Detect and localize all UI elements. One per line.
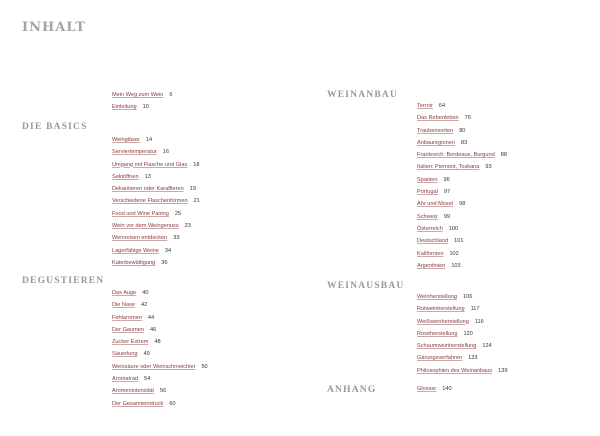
toc-entry[interactable] bbox=[112, 348, 208, 360]
toc-entry[interactable] bbox=[417, 328, 508, 340]
toc-entry-title: Roséherstellung bbox=[417, 330, 458, 337]
toc-entry-title: Traubensorten bbox=[417, 127, 454, 134]
toc-entry-title: Italien: Piemont, Toskana bbox=[417, 164, 480, 171]
toc-entry[interactable] bbox=[112, 245, 200, 257]
toc-entry[interactable] bbox=[417, 174, 507, 186]
toc-entry-title: Aromenintensität bbox=[112, 388, 154, 395]
toc-entry-title: Philosophien des Weinanbaus bbox=[417, 367, 493, 374]
toc-entry-page: 97 bbox=[443, 189, 451, 196]
page-title: INHALT bbox=[22, 20, 87, 35]
toc-entry[interactable] bbox=[417, 248, 507, 260]
toc-entry[interactable] bbox=[112, 324, 208, 336]
section-heading-weinanbau: WEINANBAU bbox=[327, 90, 398, 100]
toc-entry-title: Kalifornien bbox=[417, 250, 444, 257]
toc-entry-title: Deutschland bbox=[417, 238, 449, 245]
toc-entry-page: 48 bbox=[154, 339, 161, 346]
section-heading-weinausbau: WEINAUSBAU bbox=[327, 281, 405, 291]
toc-entry-page: 133 bbox=[468, 355, 478, 362]
toc-entry-page: 13 bbox=[144, 173, 151, 180]
toc-entry[interactable] bbox=[417, 198, 507, 210]
toc-entry[interactable] bbox=[112, 299, 208, 311]
toc-entry-page: 102 bbox=[449, 250, 459, 257]
toc-entry-title: Argentinien bbox=[417, 262, 446, 269]
toc-entry-title: Lagerfähige Weine bbox=[112, 247, 159, 254]
toc-entry[interactable] bbox=[417, 303, 508, 315]
toc-entry-page: 14 bbox=[145, 137, 153, 143]
toc-entry-title: Die Nase bbox=[112, 302, 136, 309]
toc-entry[interactable] bbox=[112, 159, 200, 171]
toc-entry-title: Mein Weg zum Wein bbox=[112, 92, 164, 98]
toc-list-weinanbau bbox=[417, 100, 507, 272]
toc-entry-title: Weinsäure oder Weinschmeichler bbox=[112, 363, 196, 370]
toc-entry-page: 106 bbox=[463, 294, 473, 300]
toc-entry-page: 50 bbox=[201, 363, 208, 370]
toc-entry-title: Gärungsverfahren bbox=[417, 355, 463, 362]
toc-entry[interactable] bbox=[417, 383, 452, 395]
toc-entry-page: 23 bbox=[184, 223, 191, 230]
toc-entry-page: 103 bbox=[451, 262, 461, 269]
toc-entry[interactable] bbox=[417, 100, 507, 112]
toc-entry-title: Schaumweinherstellung bbox=[417, 343, 477, 350]
toc-entry-page: 96 bbox=[443, 176, 450, 183]
toc-entry-title: Sektöffnen bbox=[112, 173, 139, 180]
toc-list-basics bbox=[112, 134, 200, 269]
toc-entry[interactable] bbox=[417, 137, 507, 149]
toc-entry-title: Österreich bbox=[417, 225, 443, 232]
toc-entry-title: Serviertemperatur bbox=[112, 149, 157, 156]
toc-entry-title: Dekantieren oder Karaffieren bbox=[112, 186, 184, 193]
toc-entry-page: 101 bbox=[454, 238, 464, 245]
toc-entry[interactable] bbox=[417, 365, 508, 377]
toc-entry-page: 56 bbox=[159, 388, 167, 395]
toc-entry[interactable] bbox=[417, 223, 507, 235]
toc-entry[interactable] bbox=[112, 134, 200, 146]
toc-entry[interactable] bbox=[112, 101, 173, 113]
toc-entry-title: Wein vor dem Weingenuss bbox=[112, 223, 179, 230]
toc-entry[interactable] bbox=[112, 208, 200, 220]
toc-entry-page: 10 bbox=[142, 104, 149, 111]
toc-entry-title: Weinherstellung bbox=[417, 294, 458, 300]
toc-entry-page: 120 bbox=[463, 330, 473, 337]
toc-list-intro bbox=[112, 89, 173, 114]
toc-entry-title: Katerbewältigung bbox=[112, 259, 156, 266]
toc-entry-page: 83 bbox=[460, 139, 468, 146]
toc-entry[interactable] bbox=[112, 287, 208, 299]
toc-entry-title: Anbauregionen bbox=[417, 139, 455, 146]
toc-entry[interactable] bbox=[417, 149, 507, 161]
toc-entry[interactable] bbox=[112, 183, 200, 195]
toc-entry-page: 34 bbox=[164, 247, 172, 254]
toc-entry-title: Das Auge bbox=[112, 290, 137, 296]
toc-entry[interactable] bbox=[112, 257, 200, 269]
toc-entry-title: Portugal bbox=[417, 189, 438, 196]
toc-entry[interactable] bbox=[112, 385, 208, 397]
toc-entry[interactable] bbox=[112, 373, 208, 385]
toc-entry-page: 139 bbox=[498, 367, 508, 374]
toc-entry-page: 49 bbox=[143, 351, 150, 358]
toc-entry-page: 21 bbox=[193, 198, 200, 205]
toc-entry-title: Verschiedene Flaschenformen bbox=[112, 198, 188, 205]
toc-entry-title: Spanien bbox=[417, 176, 438, 183]
toc-entry-page: 64 bbox=[438, 103, 446, 109]
toc-entry-page: 25 bbox=[174, 210, 182, 217]
toc-entry-title: Zucker Extrem bbox=[112, 339, 149, 346]
toc-list-weinausbau bbox=[417, 291, 508, 377]
toc-entry-page: 80 bbox=[459, 127, 466, 134]
section-heading-basics: DIE BASICS bbox=[22, 122, 88, 132]
toc-entry-title: Umgang mit Flasche und Glas bbox=[112, 161, 188, 168]
toc-entry-page: 54 bbox=[144, 376, 151, 383]
toc-entry-page: 124 bbox=[482, 343, 492, 350]
toc-entry[interactable] bbox=[112, 398, 208, 410]
toc-entry[interactable] bbox=[112, 171, 200, 183]
section-heading-anhang: ANHANG bbox=[327, 385, 377, 395]
toc-entry[interactable] bbox=[112, 312, 208, 324]
toc-entry[interactable] bbox=[417, 161, 507, 173]
toc-entry-title: Aromatrad bbox=[112, 376, 139, 383]
toc-entry-page: 16 bbox=[162, 149, 170, 156]
toc-entry[interactable] bbox=[417, 211, 507, 223]
toc-entry-title: Der Gesamteindruck bbox=[112, 400, 164, 407]
toc-entry-title: Der Gaumen bbox=[112, 326, 145, 333]
toc-entry-page: 19 bbox=[189, 186, 196, 193]
toc-entry-title: Terroir bbox=[417, 103, 433, 109]
toc-entry-title: Food und Wine Pairing bbox=[112, 210, 169, 217]
toc-entry-page: 140 bbox=[442, 386, 452, 392]
toc-entry[interactable] bbox=[417, 112, 507, 124]
toc-entry-title: Schweiz bbox=[417, 213, 438, 220]
section-heading-degustieren: DEGUSTIEREN bbox=[22, 276, 105, 286]
toc-list-anhang bbox=[417, 383, 452, 395]
toc-entry-page: 99 bbox=[443, 213, 451, 220]
toc-entry[interactable] bbox=[417, 186, 507, 198]
toc-entry-title: Weingläser bbox=[112, 137, 140, 143]
toc-entry-page: 76 bbox=[464, 115, 471, 122]
toc-entry[interactable] bbox=[112, 146, 200, 158]
toc-entry[interactable] bbox=[417, 125, 507, 137]
toc-entry[interactable] bbox=[112, 361, 208, 373]
toc-entry-page: 93 bbox=[485, 164, 492, 171]
toc-entry-title: Weinreisen entdecken bbox=[112, 235, 168, 242]
toc-entry[interactable] bbox=[112, 232, 200, 244]
toc-entry-title: Einleitung bbox=[112, 104, 137, 111]
toc-entry-page: 18 bbox=[193, 161, 200, 168]
toc-entry[interactable] bbox=[417, 260, 507, 272]
toc-entry[interactable] bbox=[417, 235, 507, 247]
toc-entry[interactable] bbox=[112, 89, 173, 101]
toc-entry-page: 116 bbox=[474, 318, 484, 325]
toc-entry-page: 44 bbox=[147, 314, 155, 321]
toc-entry-title: Weißweinherstellung bbox=[417, 318, 469, 325]
toc-entry-page: 33 bbox=[173, 235, 180, 242]
toc-entry[interactable] bbox=[417, 316, 508, 328]
toc-entry-page: 100 bbox=[448, 225, 459, 232]
toc-entry-title: Das Rebenleben bbox=[417, 115, 459, 122]
toc-entry-title: Ahr und Mosel bbox=[417, 201, 454, 208]
toc-entry-title: Fehlaromen bbox=[112, 314, 142, 321]
toc-entry-page: 42 bbox=[141, 302, 148, 309]
toc-list-degustieren bbox=[112, 287, 208, 410]
toc-entry-page: 46 bbox=[150, 326, 157, 333]
toc-entry-title: Glossar bbox=[417, 386, 437, 392]
toc-entry-page: 88 bbox=[500, 152, 507, 159]
toc-entry-page: 6 bbox=[169, 92, 173, 98]
toc-entry[interactable] bbox=[417, 340, 508, 352]
toc-entry[interactable] bbox=[417, 352, 508, 364]
toc-entry-page: 117 bbox=[470, 306, 480, 313]
toc-entry-page: 36 bbox=[161, 259, 168, 266]
toc-entry[interactable] bbox=[112, 220, 200, 232]
toc-entry[interactable] bbox=[112, 195, 200, 207]
toc-entry-title: Säuerlung bbox=[112, 351, 138, 358]
toc-entry-page: 40 bbox=[142, 290, 149, 296]
toc-entry-title: Frankreich: Bordeaux, Burgund bbox=[417, 152, 495, 159]
toc-entry-page: 60 bbox=[169, 400, 176, 407]
toc-entry[interactable] bbox=[417, 291, 508, 303]
toc-entry[interactable] bbox=[112, 336, 208, 348]
toc-entry-title: Rotweinherstellung bbox=[417, 306, 465, 313]
toc-entry-page: 98 bbox=[459, 201, 466, 208]
